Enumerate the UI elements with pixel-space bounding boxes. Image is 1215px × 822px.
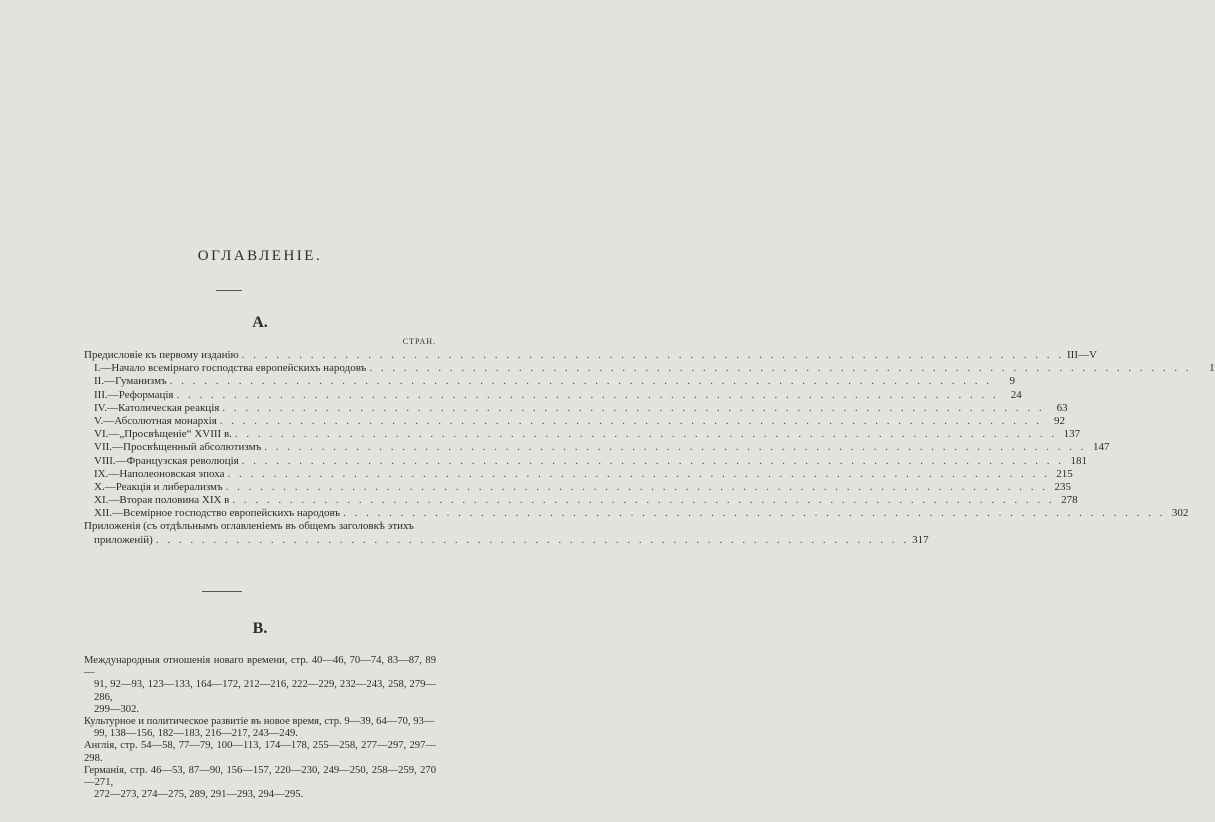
toc-entry-title: IV.—Католическая реакція <box>94 401 220 414</box>
toc-entry <box>84 494 1078 507</box>
toc-entry-title: VIII.—Французская революція <box>94 454 239 467</box>
section-b-heading: В. <box>252 620 268 637</box>
index-entry-line: Германія, стр. 46—53, 87—90, 156—157, 220—230, 249—250, 258—259, 270—271, <box>84 764 436 789</box>
index-entry-line: 272—273, 274—275, 289, 291—293, 294—295. <box>94 789 304 801</box>
toc-entry <box>84 401 1068 415</box>
toc-entry <box>84 414 1066 428</box>
toc-entry-title: VI.—„Просвѣщеніе“ XVIII в. <box>94 428 232 441</box>
toc-entry <box>84 349 1097 362</box>
toc-leader-dots <box>343 507 1165 519</box>
title-rule <box>216 290 242 291</box>
toc-entry-page: 181 <box>1070 454 1087 467</box>
toc-entry-page: 24 <box>1010 388 1022 401</box>
index-entry <box>84 765 436 802</box>
index-entry-line: Культурное и политическое развитіе въ новое время, стр. 9—39, 64—70, 93— <box>84 716 435 728</box>
toc-entry-page: 137 <box>1063 428 1081 441</box>
subject-index <box>84 655 436 801</box>
section-divider-rule <box>202 591 242 592</box>
table-of-contents <box>84 349 1215 547</box>
toc-leader-dots <box>235 428 1057 440</box>
toc-leader-dots <box>228 468 1050 480</box>
toc-entry-title: I.—Начало всемірнаго господства европейскихъ народовъ <box>94 362 367 375</box>
toc-entry-title: IX.—Наполеоновская эпоха <box>94 467 225 480</box>
toc-entry-title: II.—Гуманизмъ <box>94 375 167 388</box>
toc-entry <box>84 467 1073 481</box>
toc-appendix-line2: приложеній) <box>94 533 153 546</box>
index-entry-line: 99, 138—156, 182—183, 216—217, 243—249. <box>94 728 298 740</box>
page-title: ОГЛАВЛЕНІЕ. <box>197 248 323 264</box>
toc-entry-page: 302 <box>1171 507 1189 520</box>
toc-entry-page: 92 <box>1054 414 1066 427</box>
pages-column-header: СТРАН. <box>402 337 436 346</box>
section-a-heading: А. <box>252 314 268 331</box>
toc-entry-page: 63 <box>1056 401 1068 414</box>
toc-entry <box>84 388 1022 402</box>
toc-entry <box>84 480 1071 494</box>
index-entry-line: Международныя отношенія новаго времени, стр. 40—46, 70—74, 83—87, 89— <box>84 655 436 679</box>
toc-leader-dots <box>242 455 1064 467</box>
toc-entry <box>84 441 1110 454</box>
toc-leader-dots: . . . . . . . . . . . . . . . . . . . . . . . . . . . . . . . . . . . . . . . . . . . . . . . . . . . . . . . . . . . . . . . . . . <box>155 533 910 546</box>
toc-entry-page: 235 <box>1054 480 1071 493</box>
toc-entry <box>84 428 1081 441</box>
toc-leader-dots <box>242 349 1064 361</box>
index-entry <box>84 740 436 764</box>
toc-entry <box>84 507 1189 520</box>
toc-appendix-page: 317 <box>912 533 929 546</box>
index-entry-line: 91, 92—93, 123—133, 164—172, 212—216, 222—229, 232—243, 258, 279—286, <box>94 679 436 703</box>
toc-entry-title: Предисловіе къ первому изданію <box>84 349 239 361</box>
toc-entry-page: 9 <box>1009 375 1016 388</box>
toc-entry <box>84 454 1087 468</box>
index-entry-line: Англія, стр. 54—58, 77—79, 100—113, 174—178, 255—258, 277—297, 297—298. <box>84 740 436 764</box>
toc-entry <box>84 375 1016 388</box>
toc-leader-dots <box>222 402 1044 414</box>
toc-leader-dots <box>176 389 998 401</box>
toc-appendix-line1: Приложенія (съ отдѣльнымъ оглавленіемъ въ общемъ заголовкѣ этихъ <box>84 520 414 533</box>
index-entry <box>84 655 436 716</box>
toc-appendix-entry <box>84 520 929 546</box>
toc-entry-title: III.—Реформація <box>94 388 174 401</box>
toc-entry-page: 1 <box>1209 362 1215 375</box>
toc-entry-page: 215 <box>1056 467 1073 480</box>
toc-entry-page: 147 <box>1093 441 1110 454</box>
index-entry-line: 299—302. <box>94 703 140 715</box>
toc-leader-dots <box>369 362 1191 374</box>
toc-entry-title: XI.—Вторая половина XIX в <box>94 494 230 507</box>
toc-entry-title: V.—Абсолютная монархія <box>94 414 217 427</box>
toc-leader-dots <box>232 494 1054 506</box>
toc-entry-title: VII.—Просвѣщенный абсолютизмъ <box>94 441 262 454</box>
toc-leader-dots <box>264 441 1086 453</box>
toc-entry-title: XII.—Всемірное господство европейскихъ народовъ <box>94 507 341 520</box>
toc-entry <box>84 362 1215 375</box>
toc-entry-page: III—V <box>1067 349 1097 361</box>
toc-entry-title: X.—Реакція и либерализмъ <box>94 480 223 493</box>
index-entry <box>84 716 436 740</box>
toc-leader-dots <box>226 481 1048 493</box>
toc-leader-dots <box>170 375 992 387</box>
toc-leader-dots <box>220 415 1042 427</box>
toc-entry-page: 278 <box>1061 494 1078 507</box>
